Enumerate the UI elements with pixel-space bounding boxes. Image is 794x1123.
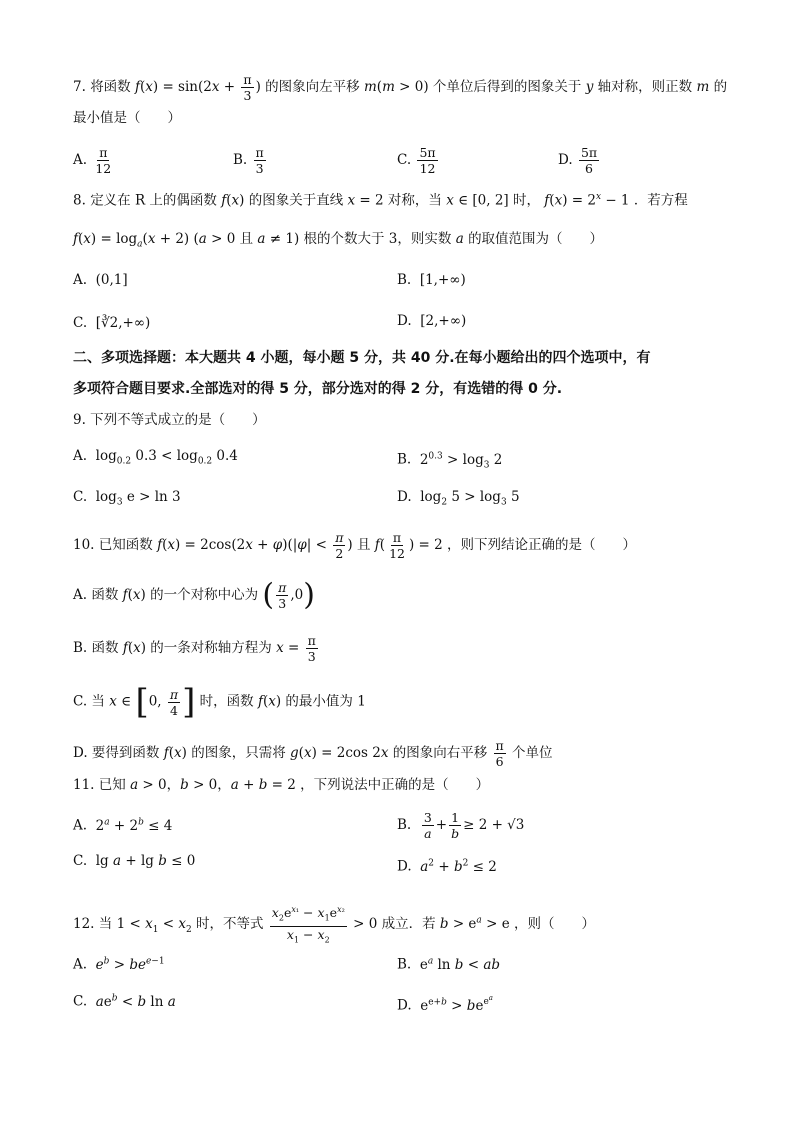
q8-text: 且 xyxy=(239,231,254,247)
q12-text: 成立．若 xyxy=(381,916,436,933)
q9-a-value: $\log_{0.2} 0.3 < \log_{0.2} 0.4$ xyxy=(95,448,238,467)
option-letter: B. xyxy=(233,152,248,168)
q11-option-d[interactable] xyxy=(397,853,497,877)
q9-c-value: $\log_3 e > \ln 3$ xyxy=(95,489,181,508)
option-letter: C. xyxy=(73,993,88,1010)
q10-c-fraction: $\frac{\pi}{4}$ xyxy=(169,686,179,718)
q12-option-a[interactable] xyxy=(73,951,165,975)
q8-text: 时， xyxy=(513,192,540,209)
q8-text: ( xyxy=(193,231,199,247)
q10-fraction: $\frac{\pi}{12}$ xyxy=(389,530,405,561)
option-letter: D. xyxy=(558,152,573,168)
q11-text: ，下列说法中正确的是（ ） xyxy=(300,777,490,793)
q7-text: 的 xyxy=(713,79,728,95)
q12-text: ，则（ ） xyxy=(513,916,595,933)
q8-text: 的取值范围为（ ） xyxy=(468,231,604,247)
q10-text: 已知函数 xyxy=(98,537,153,553)
q7-number: 7. xyxy=(73,79,86,95)
q10-a-text: A. 函数 xyxy=(73,587,119,603)
q10-c-text: C. 当 xyxy=(73,693,105,710)
q10-d-text: 的图象，只需将 xyxy=(191,745,286,761)
q7-text: 轴对称，则正数 xyxy=(597,79,693,95)
q12-number: 12. xyxy=(73,916,95,933)
q10-d-fraction: $\frac{\pi}{6}$ xyxy=(495,738,504,769)
q11-option-c[interactable] xyxy=(73,851,195,871)
option-letter: A. xyxy=(73,448,88,464)
q8-stem-line1: 8. 定义在 R 上的偶函数 f(x) 的图象关于直线 x = 2 对称，当 x ∈ [0, 2] 时， $f(x) = 2^x - 1$ ．若方程 xyxy=(73,192,688,209)
q10-c-text: 的最小值为 1 xyxy=(285,693,366,710)
section-two-heading-line1: 二、多项选择题：本大题共 4 小题，每小题 5 分，共 40 分.在每小题给出的四个选项中，有 xyxy=(73,350,651,366)
q9-b-value: $2^{0.3} > \log_3 2$ xyxy=(419,451,503,471)
option-letter: A. xyxy=(73,956,88,973)
q11-b-value: $\frac{3}{a}$ + $\frac{1}{b}$ ≥ 2 + √3 xyxy=(423,810,525,841)
q8-option-b[interactable] xyxy=(397,270,466,290)
q10-text: ，则下列结论正确的是（ ） xyxy=(447,537,637,553)
q10-number: 10. xyxy=(73,537,95,553)
q7-option-c[interactable] xyxy=(397,145,440,176)
q12-option-c[interactable] xyxy=(73,988,176,1012)
q11-text: 已知 xyxy=(98,777,126,793)
q10-d-text: D. 要得到函数 xyxy=(73,745,160,761)
option-letter: C. xyxy=(73,853,88,869)
option-letter: B. xyxy=(397,272,412,288)
q11-option-a[interactable] xyxy=(73,812,172,836)
option-letter: C. xyxy=(73,489,88,505)
option-letter: C. xyxy=(397,152,412,168)
q8-text: 对称，当 xyxy=(387,192,442,209)
q8-a-value: (0,1] xyxy=(95,272,128,288)
q10-a-fraction: $\frac{\pi}{3}$ xyxy=(278,580,287,611)
q12-option-d[interactable] xyxy=(397,988,493,1016)
q8-text: 定义在 R 上的偶函数 xyxy=(90,192,217,209)
q10-d-text: 的图象向右平移 xyxy=(392,745,488,761)
q11-a-value: $2^a + 2^b \le 4$ xyxy=(95,817,173,834)
q7-fraction: $\frac{\pi}{3}$ xyxy=(243,72,252,103)
q10-stem: 10. 已知函数 f(x) = 2cos(2x + φ)(|φ| < $\frac{\pi}{2}$ ) 且 f( $\frac{\pi}{12}$ ) = 2 ，则下列结论正确的是（ ） xyxy=(73,530,637,561)
q10-option-a[interactable]: A. 函数 f(x) 的一个对称中心为 ( $\frac{\pi}{3}$ ,0) xyxy=(73,577,315,613)
q10-c-text: 时，函数 xyxy=(199,693,254,710)
q7-stem-line1: 7. 将函数 f(x) = sin(2x + $\frac{\pi}{3}$ ) 的图象向左平移 m(m > 0) 个单位后得到的图象关于 y 轴对称，则正数 m 的 xyxy=(73,72,728,103)
q9-option-b[interactable] xyxy=(397,446,502,475)
q9-option-d[interactable] xyxy=(397,487,520,513)
q12-b-value: $e^a$ ln b < ab xyxy=(419,956,501,973)
option-letter: B. xyxy=(397,451,412,468)
q10-b-text: 的一条对称轴方程为 xyxy=(150,640,272,656)
q10-b-fraction: $\frac{\pi}{3}$ xyxy=(307,633,316,664)
option-letter: B. xyxy=(397,817,412,833)
q9-stem: 9. 下列不等式成立的是（ ） xyxy=(73,412,266,428)
q7-d-value: $\frac{5\pi}{6}$ xyxy=(580,145,598,176)
q10-d-text: 个单位 xyxy=(512,745,553,761)
q12-d-value: $e^{e+b} > be^{e^a}$ xyxy=(420,994,493,1014)
q9-option-c[interactable] xyxy=(73,487,181,513)
q7-option-a[interactable] xyxy=(73,145,115,176)
q10-a-text: 的一个对称中心为 xyxy=(150,587,259,603)
q7-stem-line2: 最小值是（ ） xyxy=(73,110,181,126)
q9-d-value: $\log_2 5 > \log_3 5$ xyxy=(420,489,520,508)
q10-text: 且 xyxy=(356,537,371,553)
q10-option-c[interactable]: C. 当 x ∈ [0, $\frac{\pi}{4}$ ] 时，函数 f(x) 的最小值为 1 xyxy=(73,682,366,722)
q7-b-value: $\frac{\pi}{3}$ xyxy=(255,145,264,176)
q10-fraction: $\frac{\pi}{2}$ xyxy=(335,530,344,561)
q8-option-c[interactable] xyxy=(73,313,150,333)
q11-d-value: $a^2 + b^2 \le 2$ xyxy=(420,858,497,875)
q10-b-text: B. 函数 xyxy=(73,640,119,656)
q7-text: 的图象向左平移 xyxy=(265,79,360,95)
option-letter: A. xyxy=(73,817,88,834)
q8-c-value: [∛2,+∞) xyxy=(95,315,151,331)
q11-option-b[interactable] xyxy=(397,810,524,841)
option-letter: A. xyxy=(73,272,88,288)
q12-fraction: $\frac{x_2e^{x_1} - x_1e^{x_2}}{x_1 - x_2}$ xyxy=(270,902,347,947)
option-letter: B. xyxy=(397,956,412,973)
q7-text: 将函数 xyxy=(90,79,131,95)
q7-option-d[interactable] xyxy=(558,145,601,176)
option-letter: D. xyxy=(397,858,412,875)
q7-a-value: $\frac{\pi}{12}$ xyxy=(95,145,112,176)
q11-c-value: lg a + lg b ≤ 0 xyxy=(95,853,196,869)
q12-stem: 12. 当 $1 < x_1 < x_2$ 时，不等式 $\frac{x_2e^{x_1} - x_1e^{x_2}}{x_1 - x_2}$ > 0 成立．若 $b > e^a > e$ ，则（ ） xyxy=(73,902,595,947)
q7-c-value: $\frac{5\pi}{12}$ xyxy=(419,145,436,176)
q7-text: 个单位后得到的图象关于 xyxy=(432,79,582,95)
q8-text: ．若方程 xyxy=(633,192,688,209)
q10-option-b[interactable]: B. 函数 f(x) 的一条对称轴方程为 x = $\frac{\pi}{3}$ xyxy=(73,633,316,664)
q8-option-d[interactable] xyxy=(397,311,466,331)
q12-option-b[interactable] xyxy=(397,951,500,975)
option-letter: D. xyxy=(397,489,412,505)
option-letter: D. xyxy=(397,997,412,1014)
q12-a-value: $e^b > be^{e-1}$ xyxy=(95,956,165,973)
q12-text: 当 xyxy=(98,916,113,933)
option-letter: A. xyxy=(73,152,88,168)
q8-d-value: [2,+∞) xyxy=(420,313,467,329)
q10-option-d[interactable]: D. 要得到函数 f(x) 的图象，只需将 g(x) = 2cos 2x 的图象向右平移 $\frac{\pi}{6}$ 个单位 xyxy=(73,738,553,769)
q11-stem: 11. 已知 a > 0，b > 0，a + b = 2 ，下列说法中正确的是（ ） xyxy=(73,777,490,793)
q11-number: 11. xyxy=(73,777,95,793)
q8-number: 8. xyxy=(73,192,86,209)
section-two-heading-line2: 多项符合题目要求.全部选对的得 5 分，部分选对的得 2 分，有选错的得 0 分. xyxy=(73,381,563,397)
option-letter: C. xyxy=(73,315,88,331)
q9-option-a[interactable] xyxy=(73,446,238,472)
q8-stem-line2: $f(x) = \log_a(x + 2) (a > 0$ 且 a ≠ 1) 根的个数大于 3，则实数 a 的取值范围为（ ） xyxy=(73,231,604,250)
q12-text: 时，不等式 xyxy=(195,916,264,933)
q8-text: 的图象关于直线 xyxy=(248,192,344,209)
q8-b-value: [1,+∞) xyxy=(419,272,466,288)
q7-option-b[interactable] xyxy=(233,145,268,176)
option-letter: D. xyxy=(397,313,412,329)
q8-text: 根的个数大于 3，则实数 xyxy=(303,231,452,247)
q8-option-a[interactable] xyxy=(73,270,128,290)
q12-c-value: $ae^b < b$ ln a xyxy=(95,993,176,1010)
